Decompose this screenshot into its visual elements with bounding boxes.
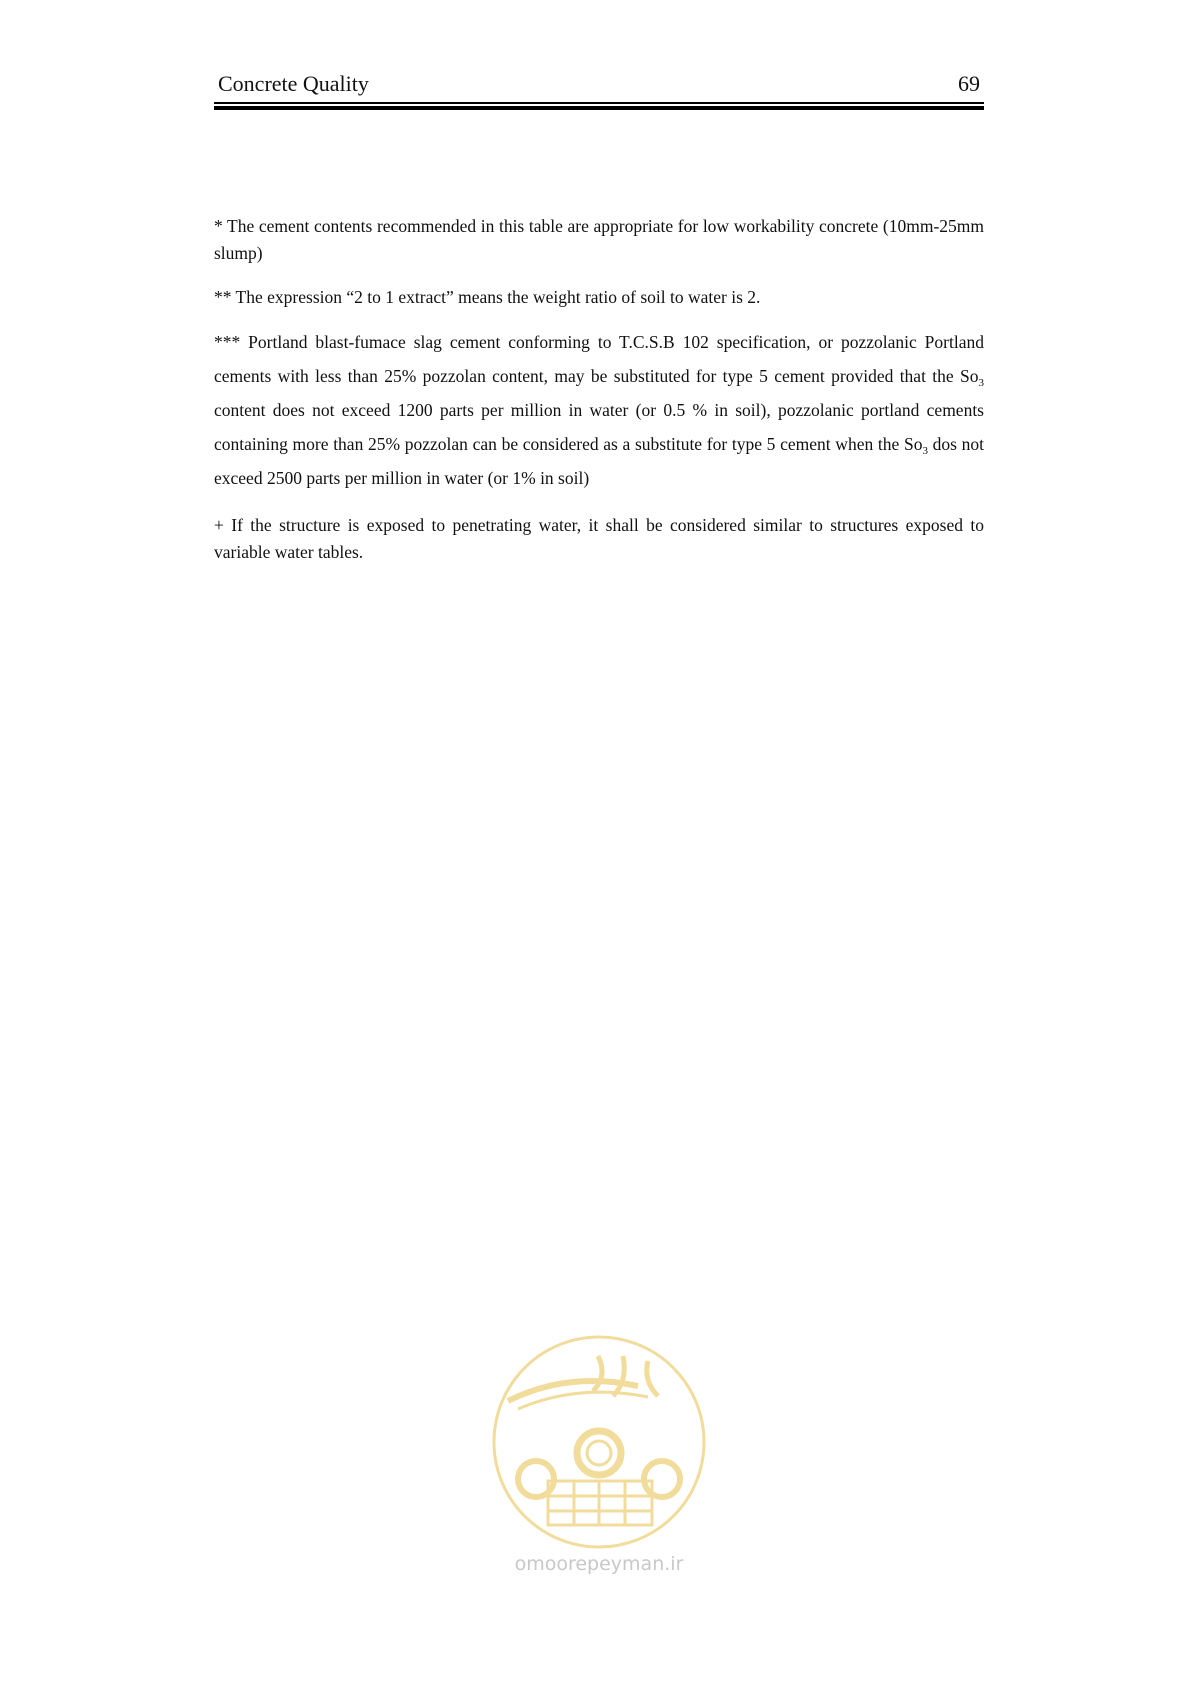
page-header	[214, 70, 984, 110]
footnote-single-star: * The cement contents recommended in this table are appropriate for low workability concrete (10mm-25mm slump)	[214, 216, 984, 263]
table-footnotes	[214, 213, 984, 583]
footnote-triple-star-part3: dos not exceed 2500 parts per million in water (or 1% in soil)	[214, 434, 984, 488]
page-number: 69	[958, 71, 980, 96]
omoorepeyman-seal-icon	[488, 1331, 710, 1553]
watermark-site: omoorepeyman.ir	[514, 1553, 684, 1575]
footnote-triple-star-part2: content does not exceed 1200 parts per million in water (or 0.5 % in soil), pozzolanic portland cements containing more than 25% pozzolan can be considered as a substitute for type 5 cement when the So	[214, 400, 984, 454]
running-title: Concrete Quality	[218, 71, 369, 96]
footnote-triple-star-part1: *** Portland blast-fumace slag cement conforming to T.C.S.B 102 specification, or pozzolanic Portland cements with less than 25% pozzolan content, may be substituted for type 5 cement provided that the So	[214, 332, 984, 386]
header-rule-thick	[214, 106, 984, 110]
footnote-plus: + If the structure is exposed to penetrating water, it shall be considered similar to structures exposed to variable water tables.	[214, 515, 984, 562]
footnote-triple-star	[214, 325, 984, 495]
subscript-3: 3	[978, 377, 984, 389]
subscript-3: 3	[922, 445, 928, 457]
header-rule-thin	[214, 102, 984, 104]
watermark	[488, 1331, 710, 1596]
header-row	[214, 70, 984, 98]
footnote-double-star: ** The expression “2 to 1 extract” means the weight ratio of soil to water is 2.	[214, 287, 761, 307]
